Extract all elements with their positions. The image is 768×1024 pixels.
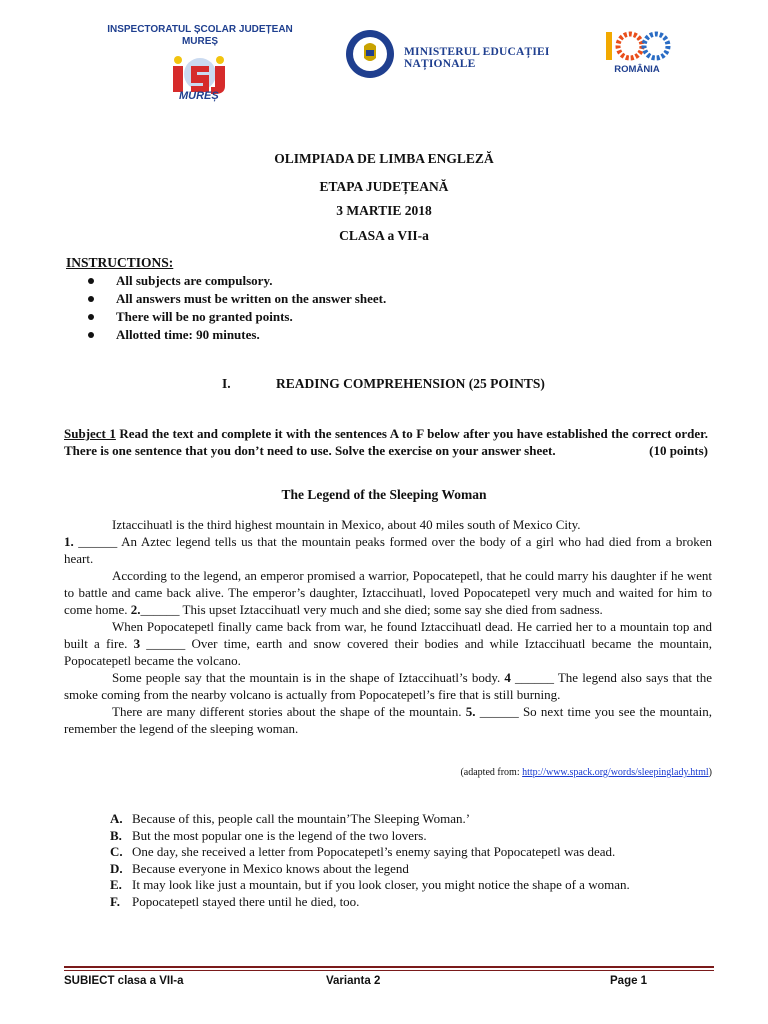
centenary-text: ROMÂNIA	[614, 64, 660, 75]
subject-instructions	[64, 425, 708, 459]
footer-left: SUBIECT clasa a VII-a	[64, 975, 184, 987]
paragraph: When Popocatepetl finally came back from war, he found Iztaccihuatl dead. He carried her to a mountain top and built a fire. 3 ______ Over time, earth and snow covered their bodies and while Iztaccihuatl became the mountain, Popocatepetl became the volcano.	[64, 619, 712, 668]
option-e: E. It may look like just a mountain, but if you look closer, you might notice the shape of a woman.	[110, 877, 630, 892]
paragraph: 1. ______ An Aztec legend tells us that the mountain peaks formed over the body of a girl who had died from a broken heart.	[64, 534, 713, 566]
instruction-item: Allotted time: 90 minutes.	[88, 327, 260, 343]
paragraph: There are many different stories about the shape of the mountain. 5. ______ So next time you see the mountain, remember the legend of the sleeping woman.	[64, 704, 713, 736]
text-title: The Legend of the Sleeping Woman	[281, 487, 487, 502]
paragraph: Some people say that the mountain is in the shape of Iztaccihuatl’s body. 4 ______ The legend also says that the smoke coming from the nearby volcano is actually from Popocatepetl’s fire that is still burning.	[64, 670, 713, 702]
instruction-item: All answers must be written on the answer sheet.	[88, 291, 386, 307]
bullet-icon	[88, 278, 94, 284]
section-title: READING COMPREHENSION (25 POINTS)	[276, 376, 545, 391]
instruction-item: There will be no granted points.	[88, 309, 293, 325]
instruction-item: All subjects are compulsory.	[88, 273, 272, 289]
bullet-icon	[88, 314, 94, 320]
bullet-icon	[88, 332, 94, 338]
ministry-logo-block	[344, 28, 594, 84]
source-link[interactable]: http://www.spack.org/words/sleepinglady.html	[522, 767, 709, 778]
subject-points: (10 points)	[649, 443, 708, 458]
isj-logo-block	[100, 24, 300, 104]
paragraph: Iztaccihuatl is the third highest mountain in Mexico, about 40 miles south of Mexico City.	[112, 517, 581, 532]
reading-text	[64, 516, 712, 737]
subject-label: Subject 1	[64, 426, 116, 441]
title-line-1: OLIMPIADA DE LIMBA ENGLEZĂ	[274, 151, 494, 166]
source-note: (adapted from: http://www.spack.org/words/sleepinglady.html)	[460, 767, 712, 778]
option-c: C. One day, she received a letter from Popocatepetl’s enemy saying that Popocatepetl was dead.	[110, 844, 616, 859]
option-d: D. Because everyone in Mexico knows about the legend	[110, 860, 409, 876]
isj-title-line-1: INSPECTORATUL ȘCOLAR JUDEȚEAN	[107, 24, 293, 35]
footer-center: Varianta 2	[326, 975, 381, 987]
isj-emblem-text: MUREȘ	[179, 90, 219, 102]
footer-page-number: Page 1	[610, 975, 648, 987]
title-line-3: 3 MARTIE 2018	[336, 203, 432, 218]
subject-text: Read the text and complete it with the sentences A to F below after you have established the correct order. There is one sentence that you don’t need to use. Solve the exercise on your answer sheet.	[64, 426, 708, 458]
footer-divider	[64, 966, 714, 968]
paragraph: According to the legend, an emperor promised a warrior, Popocatepetl, that he could marry his daughter if he went to battle and came back alive. The emperor’s daughter, Iztaccihuatl, loved Popocatepetl very much and waited for him to come home. 2.______ This upset Iztaccihuatl very much and she died; some say she died from sadness.	[64, 568, 712, 617]
ministry-name: MINISTERUL EDUCAȚIEI NAȚIONALE	[404, 46, 550, 70]
isj-emblem	[155, 52, 245, 104]
centenary-logo-block	[600, 28, 674, 86]
option-b: B. But the most popular one is the legend of the two lovers.	[110, 827, 427, 843]
government-seal-icon	[344, 28, 396, 80]
title-line-2: ETAPA JUDEȚEANĂ	[319, 179, 449, 194]
isj-title-line-2: MUREȘ	[181, 36, 219, 47]
option-a: A. Because of this, people call the mountain’The Sleeping Woman.’	[110, 811, 471, 826]
instructions-heading: INSTRUCTIONS:	[66, 255, 174, 270]
option-f: F. Popocatepetl stayed there until he died, too.	[110, 893, 360, 909]
bullet-icon	[88, 296, 94, 302]
footer-divider	[64, 970, 714, 971]
section-number: I.	[222, 376, 231, 391]
answer-options	[110, 811, 712, 910]
centenary-100-icon	[600, 28, 674, 64]
title-line-4: CLASA a VII-a	[339, 228, 429, 243]
